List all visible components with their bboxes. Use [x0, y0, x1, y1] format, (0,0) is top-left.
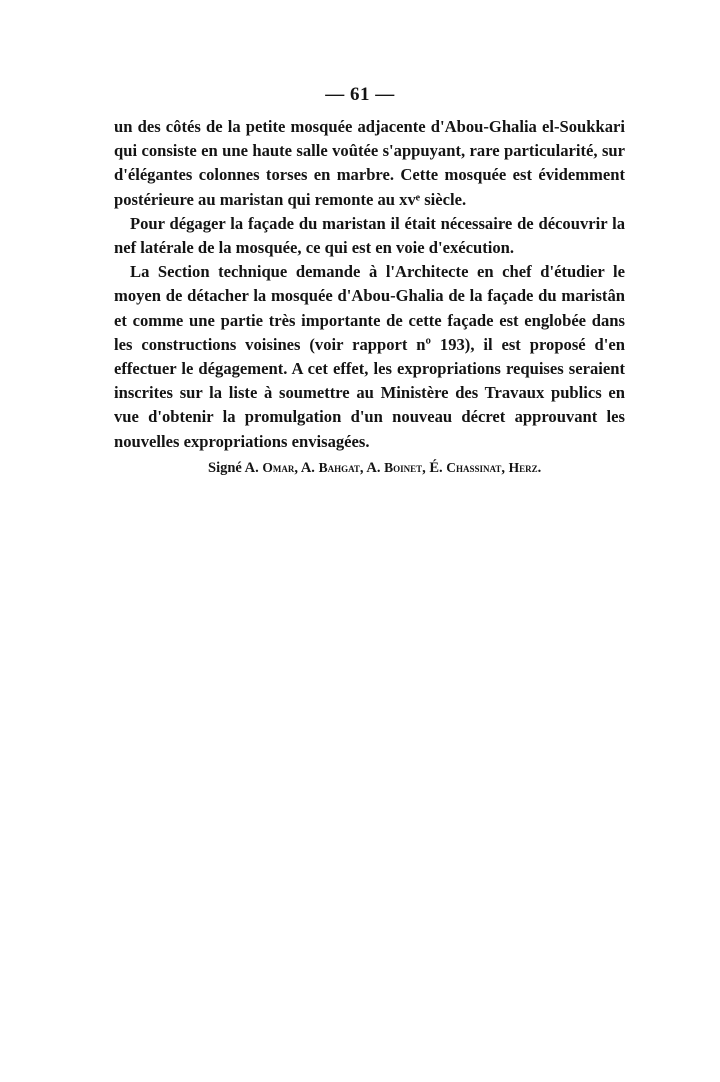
- signatory-boinet: Boinet: [384, 459, 423, 475]
- page-number: — 61 —: [325, 84, 395, 105]
- document-body: [114, 115, 625, 480]
- paragraph-facade: Pour dégager la façade du maristan il était nécessaire de découvrir la nef latérale de la mosquée, ce qui est en voie d'exécution.: [114, 213, 625, 258]
- signature-end: .: [537, 459, 542, 476]
- paragraph-continuation: un des côtés de la petite mosquée adjacente d'Abou-Ghalia el-Soukkari qui consiste en une haute salle voûtée s'appuyant, rare particularité, sur d'élégantes colonnes torses en marbre. Cette mosquée est évidemment postérieure au maristan qui remonte au xvᵉ siècle.: [114, 117, 625, 209]
- signatory-herz: Herz: [508, 459, 538, 475]
- signatory-bahgat: Bahgat: [318, 459, 360, 475]
- signature-line: [208, 456, 625, 480]
- signature-separator: , É.: [422, 459, 443, 476]
- signature-prefix: Signé A.: [208, 459, 259, 476]
- signatory-omar: Omar: [262, 459, 295, 475]
- signature-separator: ,: [501, 459, 505, 476]
- signature-separator: , A.: [294, 459, 315, 476]
- paragraph-section-technique: La Section technique demande à l'Architecte en chef d'étudier le moyen de détacher la mosquée d'Abou-Ghalia de la façade du maristân et comme une partie très importante de cette façade est englobée dans les constructions voisines (voir rapport nº 193), il est proposé d'en effectuer le dégagement. A cet effet, les expropriations requises seraient inscrites sur la liste à soumettre au Ministère des Travaux publics en vue d'obtenir la promulgation d'un nouveau décret approuvant les nouvelles expropriations envisagées.: [114, 262, 625, 451]
- signature-separator: , A.: [359, 459, 381, 476]
- signatory-chassinat: Chassinat: [446, 459, 502, 475]
